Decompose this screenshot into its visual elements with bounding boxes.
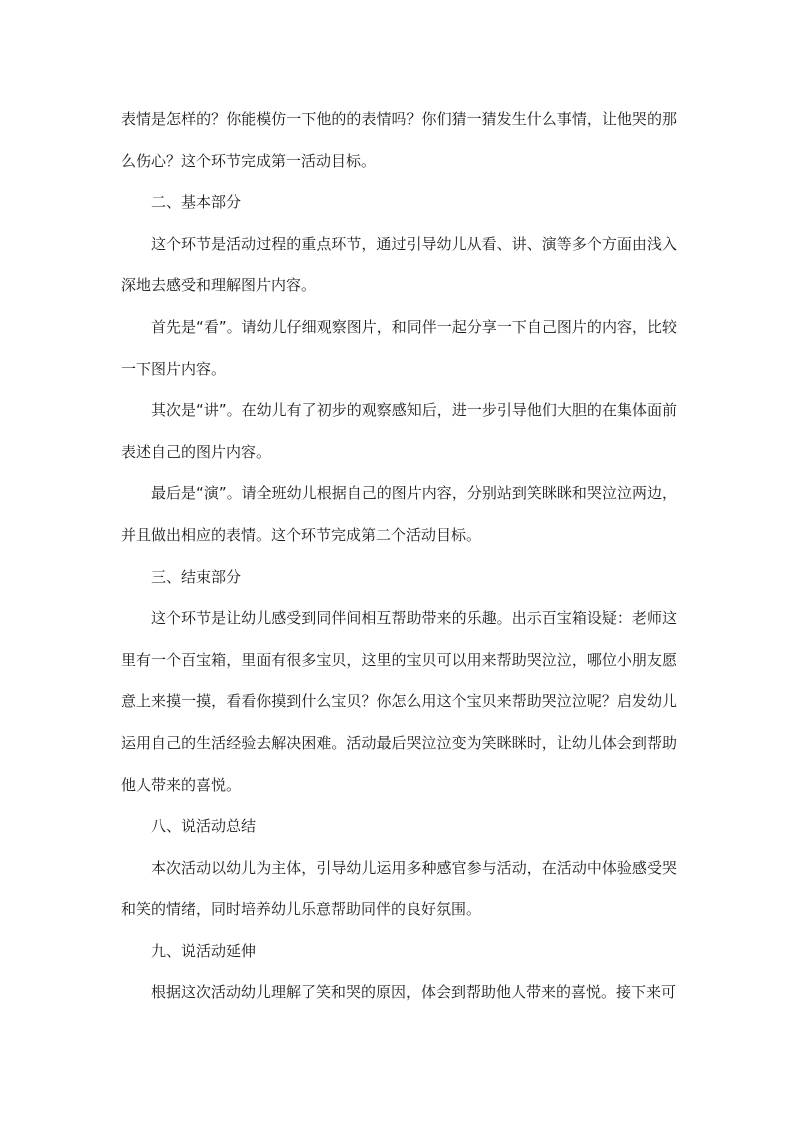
paragraph-speak: 其次是“讲”。在幼儿有了初步的观察感知后，进一步引导他们大胆的在集体面前表述自己的图片内容。 (121, 401, 677, 461)
paragraph-summary: 本次活动以幼儿为主体，引导幼儿运用多种感官参与活动，在活动中体验感受哭和笑的情绪，同时培养幼儿乐意帮助同伴的良好氛围。 (121, 858, 677, 919)
paragraph-intro-continuation: 表情是怎样的？你能模仿一下他的的表情吗？你们猜一猜发生什么事情，让他哭的那么伤心？这个环节完成第一活动目标。 (121, 110, 677, 170)
section-heading-ending: 三、结束部分 (151, 567, 242, 586)
paragraph-act: 最后是“演”。请全班幼儿根据自己的图片内容，分别站到笑眯眯和哭泣泣两边，并且做出相应的表情。这个环节完成第二个活动目标。 (121, 484, 677, 544)
paragraph-look: 首先是“看”。请幼儿仔细观察图片，和同伴一起分享一下自己图片的内容，比较一下图片内容。 (121, 317, 677, 378)
paragraph-extension: 根据这次活动幼儿理解了笑和哭的原因，体会到帮助他人带来的喜悦。接下来可 (151, 983, 677, 1002)
paragraph-ending: 这个环节是让幼儿感受到同伴间相互帮助带来的乐趣。出示百宝箱设疑：老师这里有一个百宝箱，里面有很多宝贝，这里的宝贝可以用来帮助哭泣泣，哪位小朋友愿意上来摸一摸，看看你摸到什么宝贝？你怎么用这个宝贝来帮助哭泣泣呢？启发幼儿运用自己的生活经验去解决困难。活动最后哭泣泣变为笑眯眯时，让幼儿体会到帮助他人带来的喜悦。 (121, 609, 677, 794)
paragraph-basic-overview: 这个环节是活动过程的重点环节，通过引导幼儿从看、讲、演等多个方面由浅入深地去感受和理解图片内容。 (121, 234, 677, 295)
section-heading-basic: 二、基本部分 (151, 193, 242, 212)
section-heading-summary: 八、说活动总结 (151, 817, 257, 836)
section-heading-extension: 九、说活动延伸 (151, 941, 257, 960)
document-body (121, 99, 677, 1014)
